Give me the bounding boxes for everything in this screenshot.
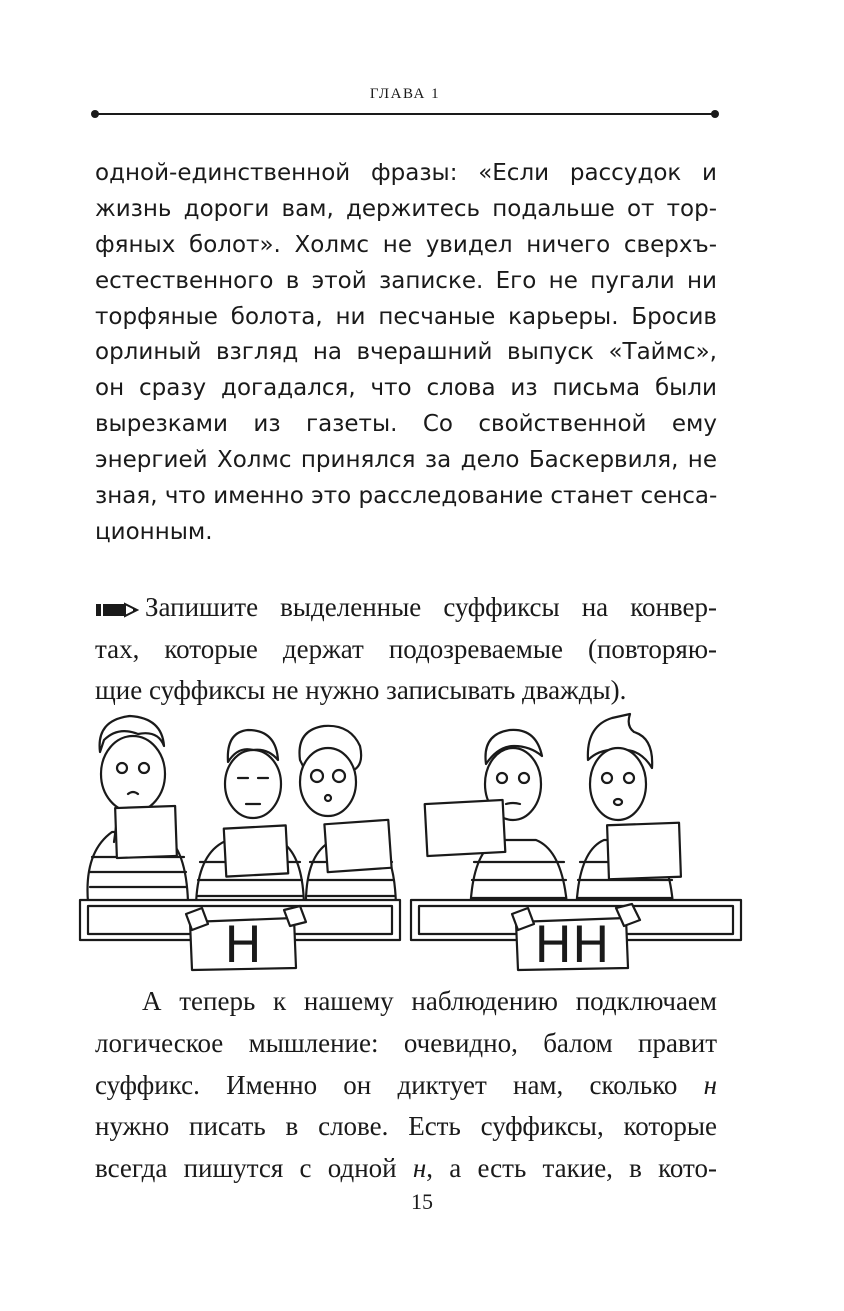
pencil-icon [95,602,139,618]
boy-figure [196,730,304,910]
task-line [95,587,717,629]
text-line: вырезками из газеты. Со свойственной ему [95,411,717,438]
task-text: Запишите выделенные суффиксы на конвер- [145,592,717,622]
boy-figure [300,726,397,912]
text-line: естественного в этой записке. Его не пугали ни [95,267,717,294]
text-fragment: суффикс. Именно он диктует нам, сколько [95,1069,704,1100]
text-line: он сразу догадался, что слова из письма были [95,375,717,402]
paragraph-2 [95,981,717,1190]
text-line: А теперь к нашему наблюдению подключаем [142,986,717,1016]
text-line: торфяные болота, ни песчаные карьеры. Бросив [95,303,717,330]
page-number: 15 [411,1189,433,1214]
suspects-illustration [78,712,743,974]
text-line: орлиный взгляд на вчерашний выпуск «Таймс», [95,339,717,366]
text-line: нужно писать в слове. Есть суффиксы, которые [95,1111,717,1142]
header-rule [95,113,715,115]
text-line [95,1148,717,1190]
text-line [95,1065,717,1107]
sign-text-left: Н [224,916,262,974]
text-line: зная, что именно это расследование станет сенса- [95,483,718,510]
text-line: фяных болот». Холмс не увидел ничего сверхъ- [95,231,717,258]
paragraph-1 [95,156,717,551]
text-fragment: всегда пишутся с одной [95,1153,413,1184]
task-line: щие суффиксы не нужно записывать дважды). [95,675,627,705]
text-fragment: , а есть такие, в кото- [426,1153,717,1184]
sign-text-right: НН [534,916,610,974]
boy-figure [88,716,189,902]
task-instruction [95,587,717,712]
boy-figure [425,730,568,922]
emphasis: н [412,1153,427,1184]
task-line: тах, которые держат подозреваемые (повторяю- [95,633,717,664]
text-line: энергией Холмс принялся за дело Баскервиля, не [95,447,717,474]
emphasis: н [703,1069,717,1100]
text-line: жизнь дороги вам, держитесь подальше от тор- [95,195,717,222]
running-header: ГЛАВА 1 [369,86,441,102]
text-line: ционным. [95,518,213,545]
boy-figure [576,714,681,922]
text-line: одной-единственной фразы: «Если рассудок и [95,160,717,186]
text-line: логическое мышление: очевидно, балом правит [95,1027,717,1058]
